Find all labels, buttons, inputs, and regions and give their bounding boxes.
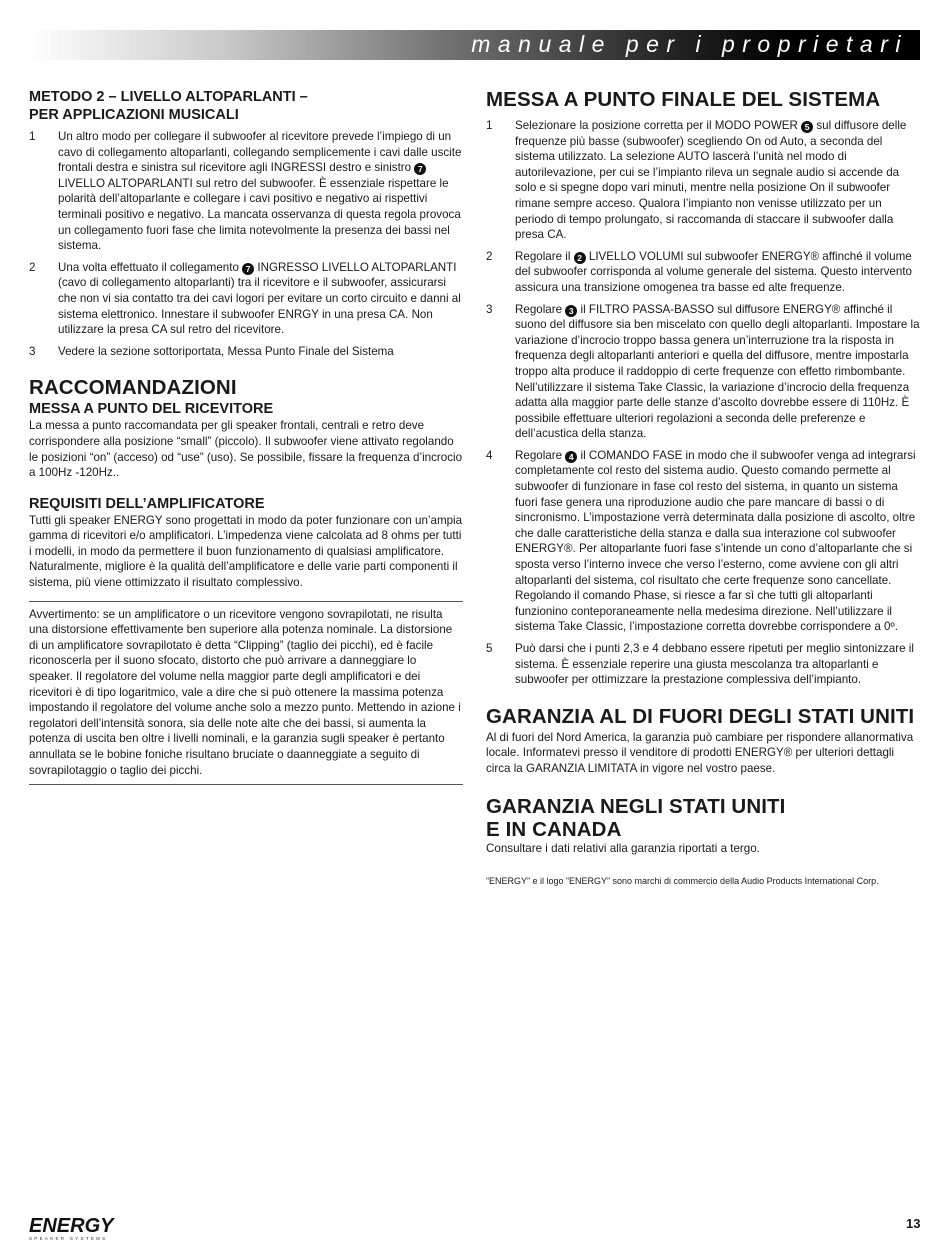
control-number-badge: 7 xyxy=(414,163,426,175)
item-text-cont: INGRESSO LIVELLO ALTOPARLANTI (cavo di collegamento altoparlanti) tra il ricevitore e il subwoofer, assicurarsi che non vi sia contatto tra dei cavi logori per evitare un corto circuito e danni al sistema elettronico. Innestare il subwoofer ENRGY in una presa CA. Non utilizzare la presa CA sul retro del ricevitore. xyxy=(58,260,461,337)
item-text: Una volta effettuato il collegamento xyxy=(58,260,239,274)
item-text-cont: il COMANDO FASE in modo che il subwoofer venga ad integrarsi completamente col resto del sistema audio. Questo comando permette al subwoofer di funzionare in fase col resto del sistema, in quanto un sistema fuori fase genera una riproduzione audio che pare mancare di bassi o di sincronismo. L’impostazione verrà determinata dalla posizione di ascolto, oltre che dalle caratteristiche della stanza e dalla sua interazione col subwoofer ENERGY®. Per altoparlante fuori fase s’intende un cono d’altoparlante che si sposta verso l’interno invece che verso l’esterno, come avviene con gli altri altoparlanti del sistema, col risultato che certe frequenze sono cancellate. Regolando il comando Phase, si riesce a far sì che tutti gli altoparlanti funzionino conteporaneamente nella medesima direzione. Nell’utilizzare il sistema Take Classic, l’impostazione corretta dovrebbe corrispondere a 0º. xyxy=(515,448,916,634)
header-bar xyxy=(29,30,920,60)
item-text: Selezionare la posizione corretta per il MODO POWER xyxy=(515,119,798,132)
item-text: Regolare il xyxy=(515,249,571,263)
item-text: Regolare xyxy=(515,302,563,316)
garanzia-usa-text: Consultare i dati relativi alla garanzia riportati a tergo. xyxy=(486,841,760,855)
item-text: Regolare xyxy=(515,448,563,462)
final-item xyxy=(486,641,920,688)
final-item xyxy=(486,249,920,296)
item-number: 5 xyxy=(486,642,493,655)
energy-logo xyxy=(29,1216,139,1246)
item-number: 1 xyxy=(486,119,493,132)
logo-word: ENERGY xyxy=(29,1215,114,1237)
item-number: 2 xyxy=(29,260,36,274)
item-text: Può darsi che i punti 2,3 e 4 debbano essere ripetuti per meglio sintonizzare il sistema. È essenziale reperire una giusta mescolanza tra altoparlanti e subwoofer per ottimizzare la prestazione complessiva dell’impianto. xyxy=(515,642,914,687)
control-number-badge: 5 xyxy=(801,121,813,133)
header-title: manuale per i proprietari xyxy=(471,31,908,57)
item-text-cont: sul diffusore delle frequenze più basse (subwoofer) scegliendo On od Auto, a seconda del sistema utilizzato. La selezione AUTO lascerà l’unità nel modo di autorilevazione, per cui se l’impianto rileva un segnale audio si accende da solo e si spegne dopo vari minuti, mentre nella posizione On il subwoofer rimane sempre acceso. Qualora l’impianto non venisse utilizzato per un periodo di tempo prolungato, si raccomanda di staccare il subwoofer dalla presa CA. xyxy=(515,119,907,242)
control-number-badge: 2 xyxy=(574,252,586,264)
raccomandazioni-title: RACCOMANDAZIONI xyxy=(29,376,237,400)
garanzia-usa-title-line2: E IN CANADA xyxy=(486,817,622,841)
control-number-badge: 3 xyxy=(565,305,577,317)
final-list xyxy=(486,118,920,688)
final-item xyxy=(486,118,920,243)
page-number: 13 xyxy=(906,1216,921,1231)
garanzia-usa-title-line1: GARANZIA NEGLI STATI UNITI xyxy=(486,794,786,818)
item-text-cont: LIVELLO VOLUMI sul subwoofer ENERGY® affinché il volume del subwoofer corrisponda al volume generale del sistema. Questo intervento assicura una transizione omogenea tra basse ed alte frequenze. xyxy=(515,249,912,294)
garanzia-usa-title xyxy=(486,795,920,841)
ricevitore-text: La messa a punto raccomandata per gli speaker frontali, centrali e retro deve corrispondere alla posizione “small” (piccolo). Il subwoofer viene attivato regolando le posizioni “on” (acceso) od “use” (uso). Se possibile, fissare la frequenza d’incrocio a 100Hz -120Hz.. xyxy=(29,419,463,480)
left-column xyxy=(29,88,463,785)
metodo2-title-line1: METODO 2 – LIVELLO ALTOPARLANTI – xyxy=(29,89,308,105)
item-number: 3 xyxy=(29,344,36,358)
final-title: MESSA A PUNTO FINALE DEL SISTEMA xyxy=(486,88,881,111)
item-text-cont: il FILTRO PASSA-BASSO sul diffusore ENERGY® affinché il suono del diffusore sia ben miscelato con quello degli altoparlanti. Impostare la variazione d’incrocio troppo bassa genera un’interruzione tra la risposta in frequenza degli altoparlanti anteriori e quella del diffusore, mentre impostarla troppo alta produce il raddoppio di certe frequenze con effetto rimbombante. Nell’utilizzare il sistema Take Classic, la variazione d’incrocio della frequenza adatta alla maggior parte delle stanze d’ascolto dovrebbe essere di 110Hz. È possibile effettuare ulteriori regolazioni a seconda delle preferenze e dell’acustica della stanza. xyxy=(515,302,920,441)
metodo2-item xyxy=(29,260,463,338)
trademark-note: ”ENERGY” e il logo ”ENERGY” sono marchi di commercio della Audio Products International Corp. xyxy=(486,876,879,887)
ricevitore-title: MESSA A PUNTO DEL RICEVITORE xyxy=(29,401,274,418)
item-text-cont: LIVELLO ALTOPARLANTI sul retro del subwoofer. È essenziale rispettare le polarità dell’altoparlante e collegare i cavi positivo e negativo ai rispettivi terminali positivo e negativo. La mancata osservanza di questa regola provoca un collegamento fuori fase che limita notevolmente la presenza dei bassi nel sistema. xyxy=(58,176,461,253)
item-text: Vedere la sezione sottoriportata, Messa Punto Finale del Sistema xyxy=(58,344,394,358)
control-number-badge: 4 xyxy=(565,451,577,463)
logo-sub: SPEAKER SYSTEMS xyxy=(29,1236,108,1241)
metodo2-item xyxy=(29,344,463,360)
final-item xyxy=(486,302,920,442)
garanzia-fuori-text: Al di fuori del Nord America, la garanzia può cambiare per rispondere allanormativa locale. Informatevi presso il venditore di prodotti ENERGY® per ulteriori dettagli circa la GARANZIA LIMITATA in vigore nel vostro paese. xyxy=(486,730,914,775)
warning-text: Avvertimento: se un amplificatore o un ricevitore vengono sovrapilotati, ne risulta una distorsione effettivamente ben superiore alla potenza nominale. La distorsione di un amplificatore sovrapilotato è detta “Clipping” (taglio dei picchi), ed è facile riconoscerla per il suono sfocato, distorto che può arrivare a danneggiare lo speaker. Il regolatore del volume nella maggior parte degli amplificatori e dei ricevitori è di tipo logaritmico, vale a dire che si può ottenere la massima potenza impostando il regolatore del volume anche solo a mezzo punto. Mettendo in azione i regolatori dell’intensità sonora, sia delle note alte che dei bassi, si aumenta la potenza di uscita ben oltre i livelli nominali, e la garanzia sugli speaker è pertanto annullata se le bobine foniche risultano bruciate o daanneggiate a seguito di sovrapilotaggio o taglio dei picchi. xyxy=(29,607,461,777)
amplificatore-title: REQUISITI DELL’AMPLIFICATORE xyxy=(29,495,265,512)
item-number: 1 xyxy=(29,130,36,143)
item-number: 4 xyxy=(486,448,493,462)
metodo2-title xyxy=(29,88,463,124)
final-item xyxy=(486,448,920,635)
warning-box xyxy=(29,601,463,786)
metodo2-list xyxy=(29,129,463,359)
metodo2-item xyxy=(29,129,463,254)
control-number-badge: 7 xyxy=(242,263,254,275)
right-column xyxy=(486,88,920,896)
amplificatore-text: Tutti gli speaker ENERGY sono progettati in modo da poter funzionare con un’ampia gamma di ricevitori e/o amplificatori. L’impedenza viene calcolata ad 8 ohms per tutti i modelli, in modo da permettere il buon funzionamento di qualsiasi amplificatore. Naturalmente, migliore è la qualità dell’amplificatore e delle varie parti componenti il sistema, più viene ottimizzato il risultato complessivo. xyxy=(29,513,463,590)
garanzia-fuori-title: GARANZIA AL DI FUORI DEGLI STATI UNITI xyxy=(486,704,915,728)
item-number: 2 xyxy=(486,249,493,263)
item-text: Un altro modo per collegare il subwoofer al ricevitore prevede l’impiego di un cavo di collegamento altoparlanti, collegando semplicemente i cavi dalle uscite frontali destra e sinistra sul ricevitore agli INGRESSI destro e sinistro xyxy=(58,130,462,175)
item-number: 3 xyxy=(486,302,493,316)
metodo2-title-line2: PER APPLICAZIONI MUSICALI xyxy=(29,107,239,123)
